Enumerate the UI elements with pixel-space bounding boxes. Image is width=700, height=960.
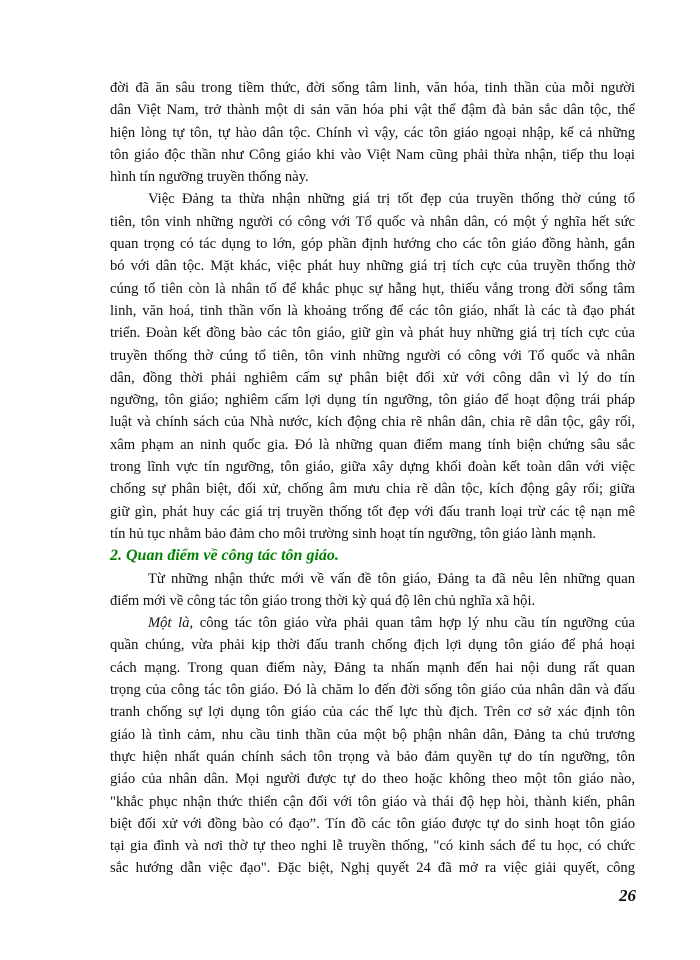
text-line: đời đã ăn sâu trong tiềm thức, đời sống tâm linh, văn hóa, tinh thần của mỗi người (110, 80, 635, 96)
section-heading: 2. Quan điểm về công tác tôn giáo. (110, 547, 339, 565)
text-line: thực hiện nhất quán chính sách tôn trọng và bảo đảm quyền tự do tín ngưỡng, tôn (110, 748, 635, 765)
text-line: cúng tổ tiên còn là nhân tố để khắc phục sự hẫng hụt, thiếu vắng trong đời sống tâm (110, 280, 635, 297)
text-line: hiện lòng tự tôn, tự hào dân tộc. Chính vì vậy, các tôn giáo ngoại nhập, kể cả những (110, 124, 635, 141)
paragraph (110, 568, 635, 613)
text-line: Việc Đảng ta thừa nhận những giá trị tốt đẹp của truyền thống thờ cúng tổ (148, 191, 635, 208)
text-line: quan trọng có tác dụng to lớn, góp phần định hướng cho các tôn giáo đồng hành, gắn (110, 236, 635, 253)
text-line: tín hủ tục nhằm bảo đảm cho môi trường sinh hoạt tín ngưỡng, tôn giáo lành mạnh. (110, 525, 597, 542)
text-line: tại gia đình và nơi thờ tự theo nghi lễ truyền thống, "có kinh sách để tu học, có chức (110, 838, 635, 855)
text-line: giáo là tình cảm, nhu cầu tinh thần của một bộ phận nhân dân, Đảng ta chủ trương (110, 726, 635, 743)
text-line (110, 612, 635, 634)
paragraph (110, 77, 635, 188)
text-line: giáo của nhân dân. Mọi người được tự do theo hoặc không theo một tôn giáo nào, (110, 771, 635, 788)
text-line: xâm phạm an ninh quốc gia. Đó là những quan điểm mang tính biện chứng sâu sắc (110, 436, 635, 453)
paragraph (110, 612, 635, 880)
text-line: tôn giáo độc thần như Công giáo khi vào Việt Nam cũng phải thừa nhận, tiếp thu loại (110, 146, 635, 163)
text-line: giữ gìn, phát huy các giá trị truyền thống tốt đẹp với đấu tranh loại trừ các tệ nạn mê (110, 503, 635, 520)
text-line: sắc hướng dẫn việc đạo". Đặc biệt, Nghị quyết 24 đã mở ra việc giải quyết, công (110, 860, 635, 877)
text-line: triển. Đoàn kết đồng bào các tôn giáo, giữ gìn và phát huy những giá trị tích cực của (110, 325, 635, 342)
text-line: tiên, tôn vinh những người có công với Tổ quốc và nhân dân, có một ý nghĩa hết sức (110, 213, 635, 230)
text-line: chống sự phân biệt, đối xử, chống âm mưu chia rẽ dân tộc, kích động gây rối; giữa (110, 481, 635, 498)
text-line: dân, đồng thời phải nghiêm cấm sự phân biệt đối xử với công dân vì lý do tín (110, 369, 635, 386)
text-line: truyền thống thờ cúng tổ tiên, tôn vinh những người có công với Tổ quốc và nhân (110, 347, 635, 364)
text-line: biệt đối xử với đồng bào có đạo”. Tín đồ các tôn giáo được tự do sinh hoạt tôn giáo (110, 815, 635, 832)
text-line: ngưỡng, tôn giáo; nghiêm cấm lợi dụng tín ngưỡng, tôn giáo để hoạt động trái pháp (110, 392, 635, 409)
text-line: tranh chống sự lợi dụng tôn giáo của các thế lực thù địch. Trên cơ sở xác định tôn (110, 704, 635, 721)
text-line: điểm mới về công tác tôn giáo trong thời kỳ quá độ lên chủ nghĩa xã hội. (110, 592, 536, 609)
text-line: quần chúng, vừa phải kịp thời đấu tranh chống địch lợi dụng tôn giáo để phá hoại (110, 637, 635, 654)
text-line: dân Việt Nam, trở thành một di sản văn hóa phi vật thể đậm đà bản sắc dân tộc, thể (110, 102, 635, 119)
text-line: Từ những nhận thức mới về vấn đề tôn giáo, Đảng ta đã nêu lên những quan (148, 570, 635, 587)
text-line: "khắc phục nhận thức thiển cận đối với tôn giáo và thái độ hẹp hòi, thành kiến, phân (110, 793, 635, 810)
document-body (110, 77, 635, 880)
text-line: cách mạng. Trong quan điểm này, Đảng ta nhấn mạnh đến hai nội dung rất quan (110, 659, 635, 676)
italic-lead: Một là, (148, 615, 194, 632)
paragraph (110, 188, 635, 545)
page-number: 26 (619, 886, 636, 905)
text-line: luật và chính sách của Nhà nước, kích động chia rẽ nhân dân, chia rẽ dân tộc, gây rối, (110, 414, 635, 431)
text-line: bó với dân tộc. Mặt khác, việc phát huy những giá trị tích cực của truyền thống thờ (110, 258, 635, 275)
text-line: linh, văn hoá, tinh thần vốn là khoảng trống để các tôn giáo, nhất là các tà đạo phát (110, 302, 635, 319)
text-line: hình tín ngưỡng truyền thống này. (110, 169, 309, 186)
text-line: trong lĩnh vực tín ngưỡng, tôn giáo, giữa xây dựng khối đoàn kết toàn dân với việc (110, 459, 635, 476)
text-line: trọng của công tác tôn giáo. Đó là chăm lo đến đời sống tôn giáo của nhân dân và đấu (110, 682, 635, 699)
line-text: công tác tôn giáo vừa phải quan tâm hợp lý nhu cầu tín ngưỡng của (193, 615, 635, 632)
